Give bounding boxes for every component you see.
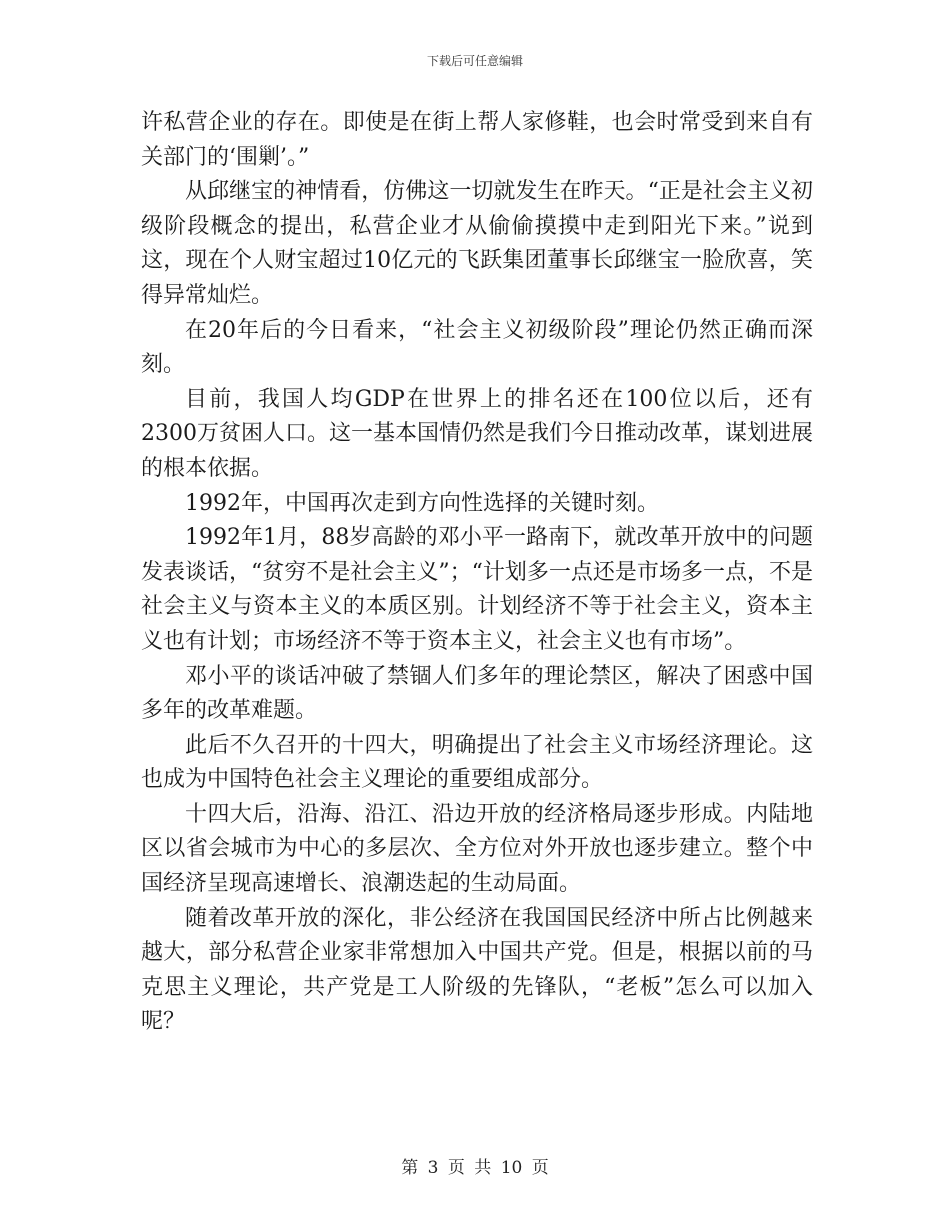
page-number: 第 3 页 共 10 页: [401, 1158, 549, 1178]
paragraph: 从邱继宝的神情看，仿佛这一切就发生在昨天。“正是社会主义初级阶段概念的提出，私营企业才从偷偷摸摸中走到阳光下来。”说到这，现在个人财宝超过10亿元的飞跃集团董事长邱继宝一脸欣喜，笑得异常灿烂。: [141, 179, 813, 308]
paragraph: 此后不久召开的十四大，明确提出了社会主义市场经济理论。这也成为中国特色社会主义理论的重要组成部分。: [141, 732, 813, 793]
document-body: [141, 106, 813, 1040]
paragraph: 随着改革开放的深化，非公经济在我国国民经济中所占比例越来越大，部分私营企业家非常想加入中国共产党。但是，根据以前的马克思主义理论，共产党是工人阶级的先锋队，“老板”怎么可以加入呢？: [141, 905, 813, 1035]
page-header-note: 下载后可任意编辑: [426, 54, 523, 68]
paragraph: 邓小平的谈话冲破了禁锢人们多年的理论禁区，解决了困惑中国多年的改革难题。: [141, 663, 813, 724]
paragraph: 目前，我国人均GDP在世界上的排名还在100位以后，还有2300万贫困人口。这一基本国情仍然是我们今日推动改革，谋划进展的根本依据。: [141, 386, 813, 481]
paragraph: 十四大后，沿海、沿江、沿边开放的经济格局逐步形成。内陆地区以省会城市为中心的多层次、全方位对外开放也逐步建立。整个中国经济呈现高速增长、浪潮迭起的生动局面。: [141, 801, 813, 897]
paragraph: 在20年后的今日看来，“社会主义初级阶段”理论仍然正确而深刻。: [141, 317, 813, 378]
paragraph-continuation: 许私营企业的存在。即使是在街上帮人家修鞋，也会时常受到来自有关部门的‘围剿’。”: [141, 110, 813, 170]
paragraph: 1992年1月，88岁高龄的邓小平一路南下，就改革开放中的问题发表谈话，“贫穷不是社会主义”；“计划多一点还是市场多一点，不是社会主义与资本主义的本质区别。计划经济不等于社会主义，资本主义也有计划；市场经济不等于资本主义，社会主义也有市场”。: [141, 525, 813, 654]
paragraph: 1992年，中国再次走到方向性选择的关键时刻。: [185, 490, 659, 516]
